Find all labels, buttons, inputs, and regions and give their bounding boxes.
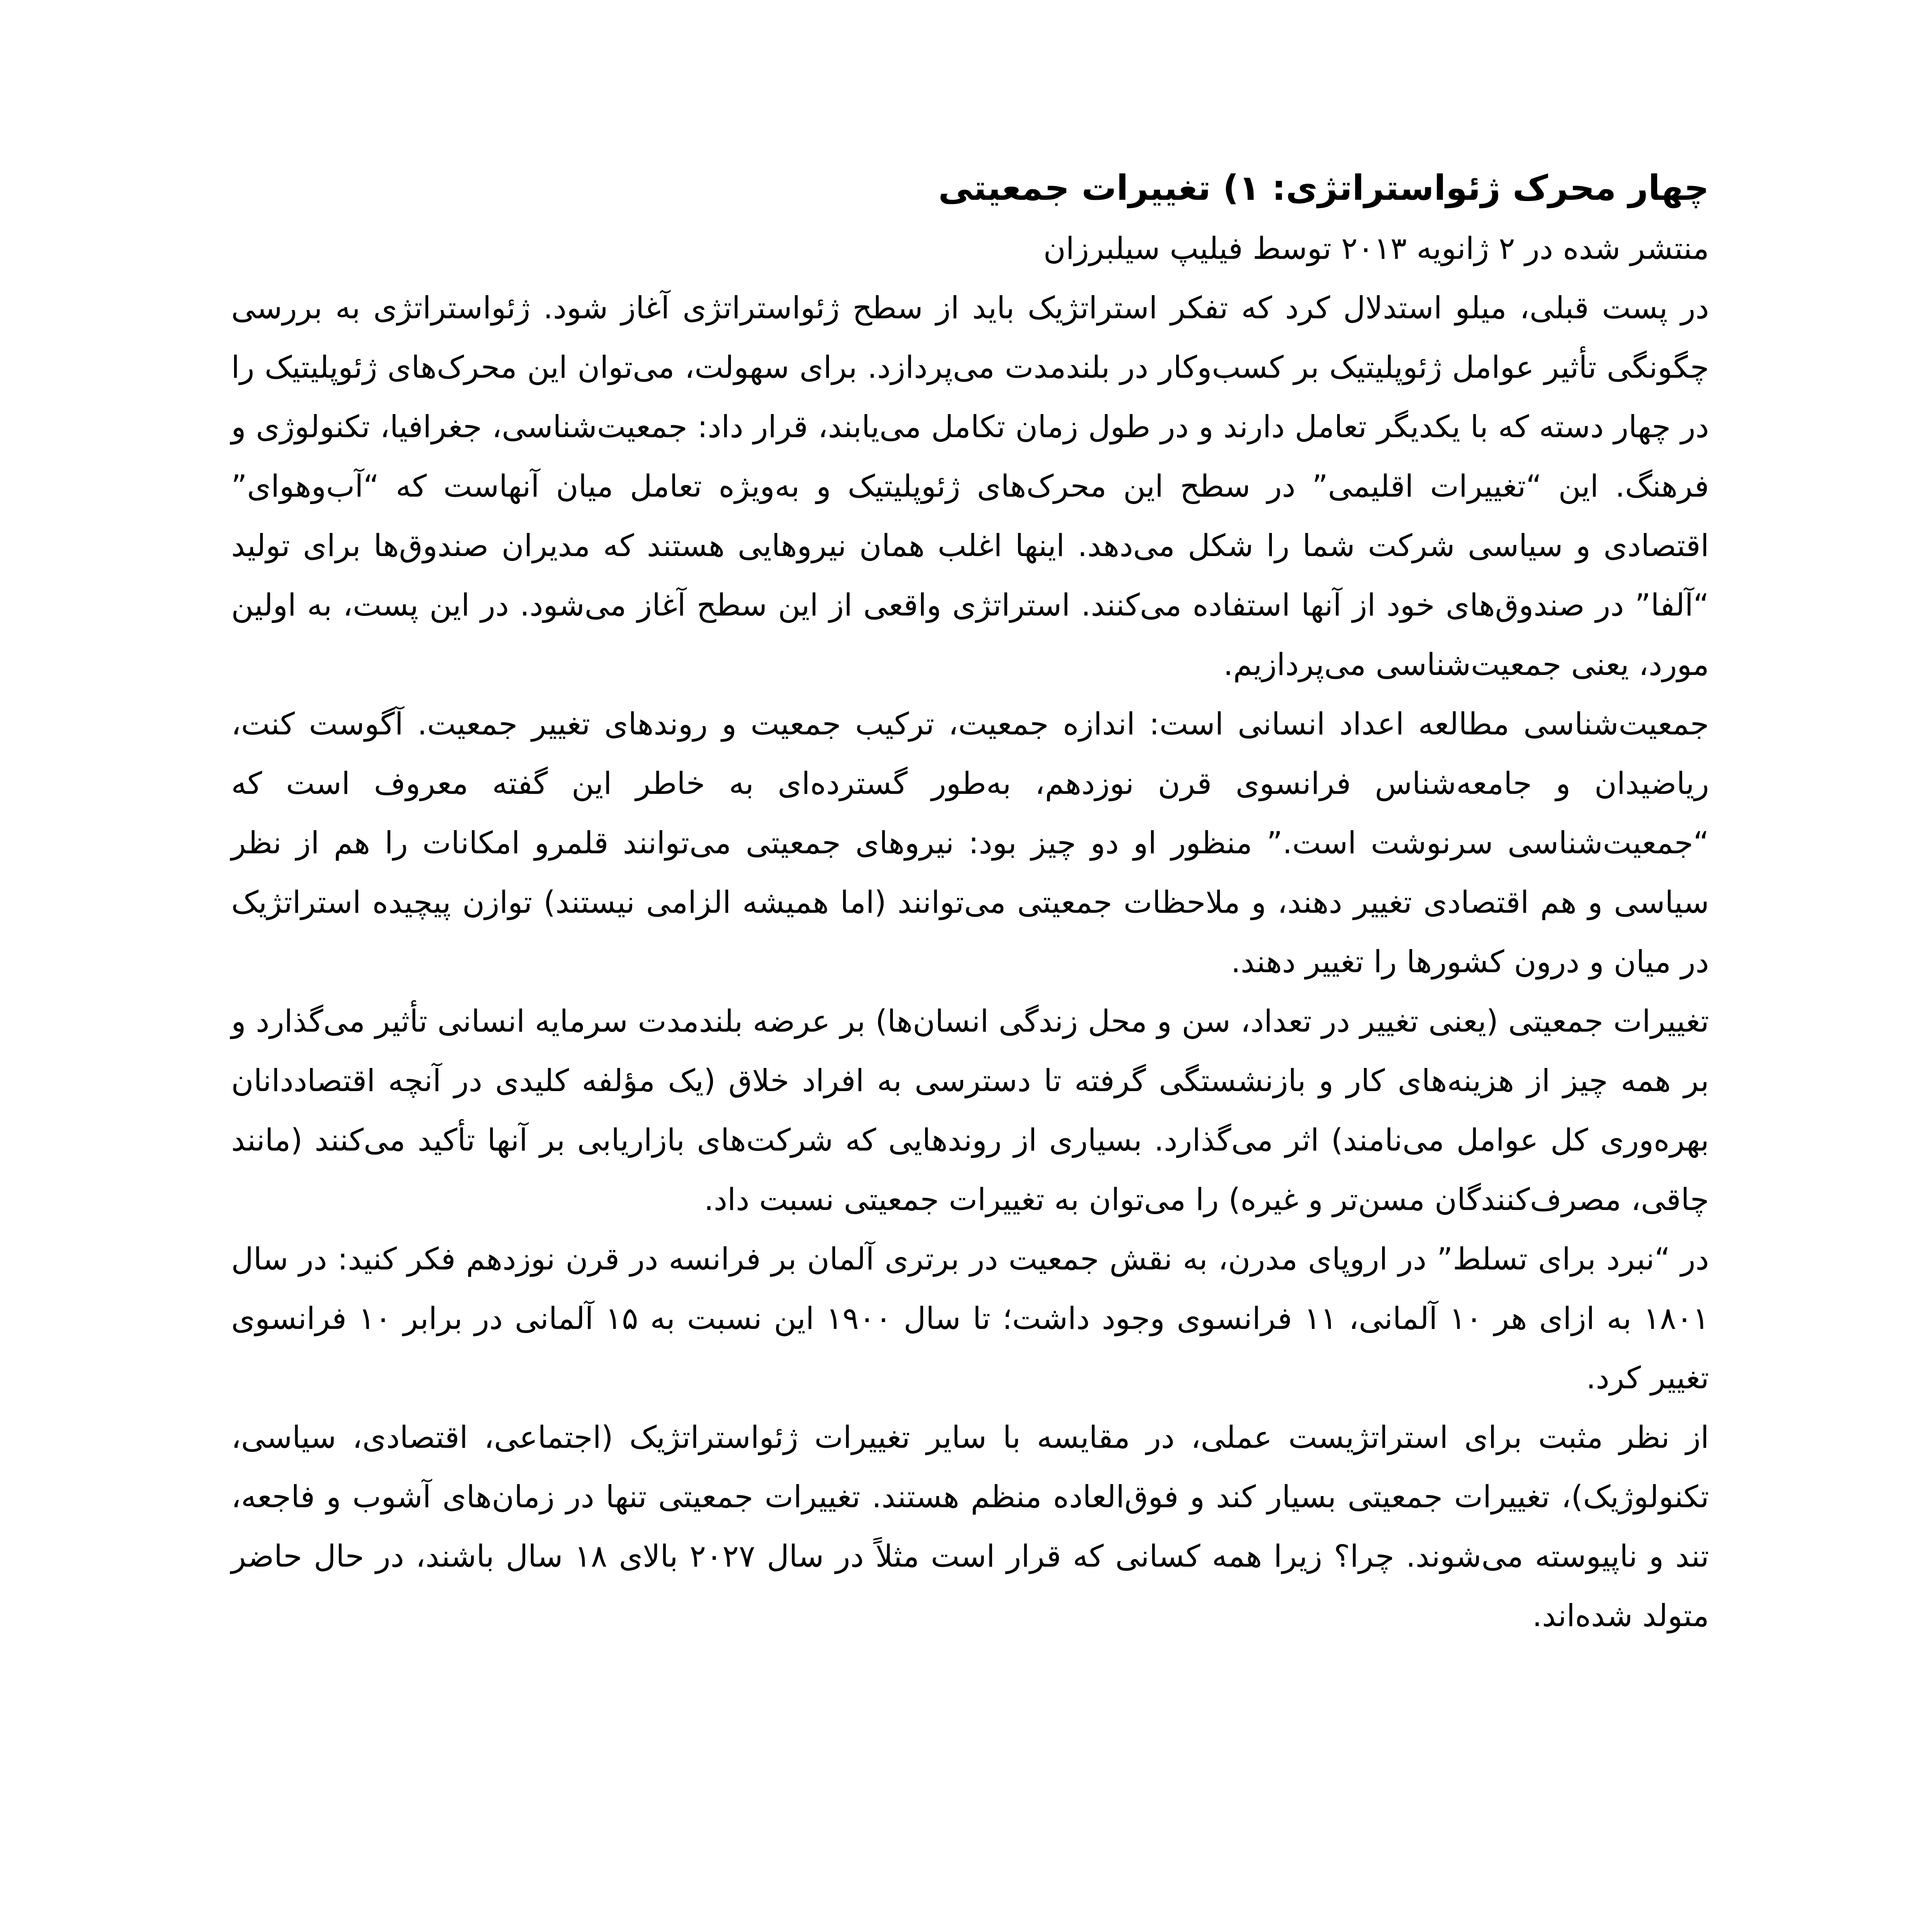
- paragraph: در پست قبلی، میلو استدلال کرد که تفکر استراتژیک باید از سطح ژئواستراتژی آغاز شود. ژئواستراتژی به بررسی چگونگی تأثیر عوامل ژئوپلیتیک بر کسب‌وکار در بلندمدت می‌پردازد. برای سهولت، می‌توان این محرک‌های ژئوپلیتیک را در چهار دسته که با یکدیگر تعامل دارند و در طول زمان تکامل می‌یابند، قرار داد: جمعیت‌شناسی، جغرافیا، تکنولوژی و فرهنگ. این “تغییرات اقلیمی” در سطح این محرک‌های ژئوپلیتیک و به‌ویژه تعامل میان آنهاست که “آب‌وهوای” اقتصادی و سیاسی شرکت شما را شکل می‌دهد. اینها اغلب همان نیروهایی هستند که مدیران صندوق‌ها برای تولید “آلفا” در صندوق‌های خود از آنها استفاده می‌کنند. استراتژی واقعی از این سطح آغاز می‌شود. در این پست، به اولین مورد، یعنی جمعیت‌شناسی می‌پردازیم.: [231, 290, 1709, 682]
- article: [231, 157, 1709, 1646]
- paragraph: تغییرات جمعیتی (یعنی تغییر در تعداد، سن و محل زندگی انسان‌ها) بر عرضه بلندمدت سرمایه انسانی تأثیر می‌گذارد و بر همه چیز از هزینه‌های کار و بازنشستگی گرفته تا دسترسی به افراد خلاق (یک مؤلفه کلیدی در آنچه اقتصاددانان بهره‌وری کل عوامل می‌نامند) اثر می‌گذارد. بسیاری از روندهایی که شرکت‌های بازاریابی بر آنها تأکید می‌کنند (مانند چاقی، مصرف‌کنندگان مسن‌تر و غیره) را می‌توان به تغییرات جمعیتی نسبت داد.: [231, 1004, 1709, 1217]
- article-byline: منتشر شده در ۲ ژانویه ۲۰۱۳ توسط فیلیپ سیلبرزان: [1043, 231, 1709, 266]
- paragraph: در “نبرد برای تسلط” در اروپای مدرن، به نقش جمعیت در برتری آلمان بر فرانسه در قرن نوزدهم فکر کنید: در سال ۱۸۰۱ به ازای هر ۱۰ آلمانی، ۱۱ فرانسوی وجود داشت؛ تا سال ۱۹۰۰ این نسبت به ۱۵ آلمانی در برابر ۱۰ فرانسوی تغییر کرد.: [231, 1241, 1709, 1396]
- paragraph: از نظر مثبت برای استراتژیست عملی، در مقایسه با سایر تغییرات ژئواستراتژیک (اجتماعی، اقتصادی، سیاسی، تکنولوژیک)، تغییرات جمعیتی بسیار کند و فوق‌العاده منظم هستند. تغییرات جمعیتی تنها در زمان‌های آشوب و فاجعه، تند و ناپیوسته می‌شوند. چرا؟ زیرا همه کسانی که قرار است مثلاً در سال ۲۰۲۷ بالای ۱۸ سال باشند، در حال حاضر متولد شده‌اند.: [231, 1420, 1709, 1634]
- article-title: چهار محرک ژئواستراتژی: ۱) تغییرات جمعیتی: [938, 168, 1709, 208]
- paragraph: جمعیت‌شناسی مطالعه اعداد انسانی است: اندازه جمعیت، ترکیب جمعیت و روندهای تغییر جمعیت. آگوست کنت، ریاضیدان و جامعه‌شناس فرانسوی قرن نوزدهم، به‌طور گسترده‌ای به خاطر این گفته معروف است که “جمعیت‌شناسی سرنوشت است.” منظور او دو چیز بود: نیروهای جمعیتی می‌توانند قلمرو امکانات را هم از نظر سیاسی و هم اقتصادی تغییر دهند، و ملاحظات جمعیتی می‌توانند (اما همیشه الزامی نیستند) توازن پیچیده استراتژیک در میان و درون کشورها را تغییر دهند.: [231, 706, 1709, 980]
